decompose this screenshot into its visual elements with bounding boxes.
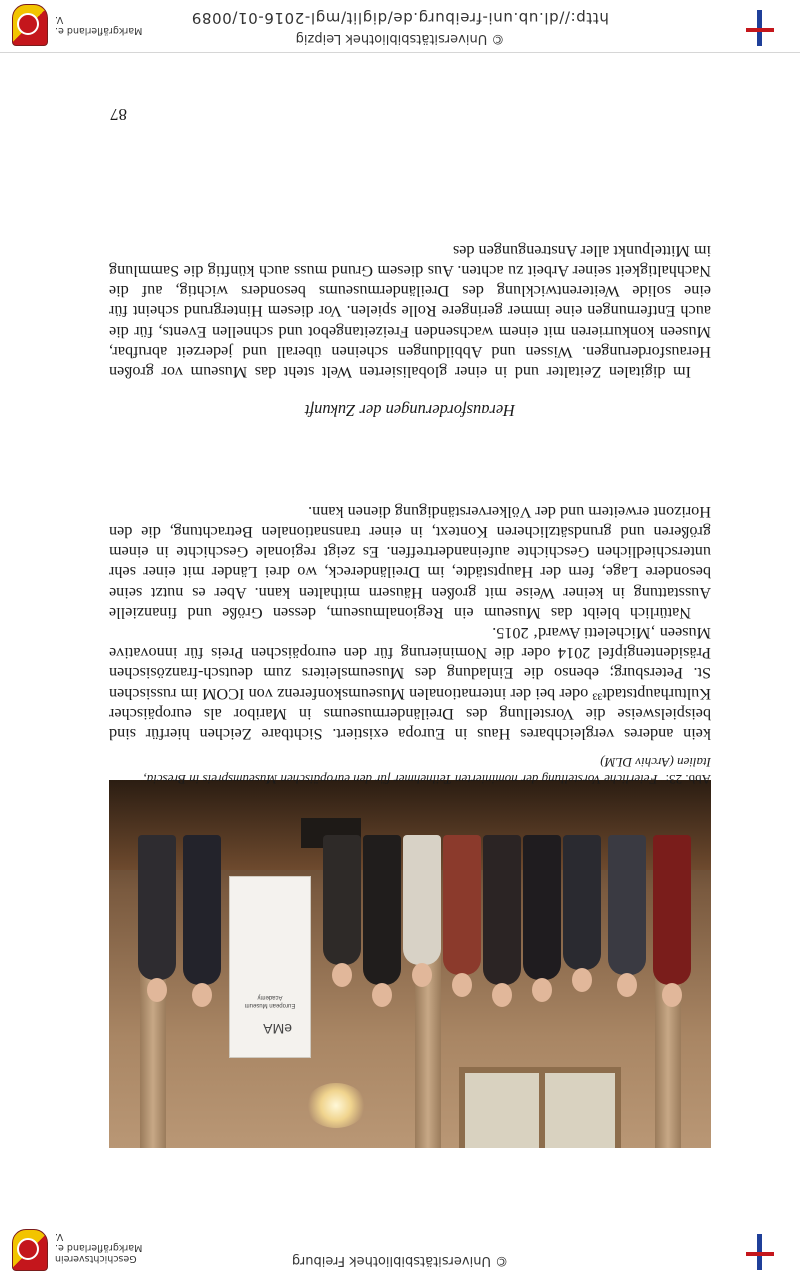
photo-banner: [229, 876, 311, 1058]
society-name-line1: Geschichtsverein: [55, 1253, 137, 1264]
photo-person: [483, 835, 521, 985]
photo-person: [563, 835, 601, 970]
library-logo-icon: [740, 6, 780, 46]
figure-caption: [109, 754, 711, 788]
photo-person: [608, 835, 646, 975]
body-text-block: [109, 241, 711, 382]
event-photo: [109, 780, 711, 1148]
photo-person: [323, 835, 361, 965]
figure-label: Abb. 23:: [665, 772, 711, 787]
page-number: 87: [110, 105, 127, 124]
library-logo-icon: [740, 1230, 780, 1270]
photo-window: [459, 1067, 621, 1148]
coat-of-arms-icon: [12, 4, 48, 46]
photo-person: [363, 835, 401, 985]
photo-person: [403, 835, 441, 965]
society-name-line2: Markgräflerland e. V.: [55, 1231, 143, 1253]
paragraph: kein anderes vergleichbares Haus in Europa existiert. Sichtbare Zeichen hierfür sind beispielsweise die Vorstellung des Dreiländermuseums in Maribor als europäischer Kulturhauptstadt³³ oder bei der internationalen Museumskonferenz von ICOM im russischen St. Petersburg; ebenso die Einladung des Museumsleiters zum deutsch-französischen Präsidentengipfel 2014 oder die Nominierung für den europäischen Preis für innovative Museen ‚Micheletti Award‘ 2015.: [109, 623, 711, 743]
banner-logo: eMA: [263, 1021, 292, 1037]
society-name: [55, 1231, 150, 1264]
photo-person: [443, 835, 481, 975]
viewer-footer-bar: [0, 0, 800, 53]
permalink-url[interactable]: http://dl.ub.uni-freiburg.de/diglit/mgl-2016-01/0089: [191, 9, 609, 27]
figure-caption-text: Feierliche Vorstellung der nominierten Teilnehmer für den europäischen Museumspreis in Brescia, Italien (Archiv DLM): [143, 755, 711, 787]
body-text-block: [109, 502, 711, 744]
photo-person: [653, 835, 691, 985]
paragraph: Im digitalen Zeitalter und in einer globalisierten Welt steht das Museum vor großen Herausforderungen. Wissen und Abbildungen scheinen überall und jederzeit abrufbar, Museen konkurrieren mit einem wachsenden Freizeitangebot und schnellen Events, für die auch Entfernungen eine immer geringere Rolle spielen. Vor diesem Hintergrund scheint für eine solide Weiterentwicklung des Dreiländermuseums besonders wichtig, auf die Nachhaltigkeit seiner Arbeit zu achten. Aus diesem Grund muss auch künftig die Sammlung im Mittelpunkt aller Anstrengungen des: [109, 241, 711, 381]
photo-chandelier: [306, 1083, 366, 1128]
photo-person: [523, 835, 561, 980]
section-heading: Herausforderungen der Zukunft: [304, 401, 516, 420]
copyright-notice: © Universitätsbibliothek Freiburg: [291, 1253, 509, 1268]
photo-person: [138, 835, 176, 980]
banner-text: European Museum Academy: [244, 994, 296, 1008]
document-page: [0, 52, 800, 1228]
paragraph: Natürlich bleibt das Museum ein Regionalmuseum, dessen Größe und finanzielle Ausstattung in keiner Weise mit großen Häusern mithalten kann. Aber es nutzt seine besondere Lage, fern der Hauptstädte, im Dreiländereck, wo drei Länder mit einer sehr unterschiedlichen Geschichte aufeinandertreffen. Es zeigt regionale Geschichte in einem größeren und grundsätzlicheren Kontext, in einer transnationalen Betrachtung, die den Horizont erweitern und der Völkerverständigung dienen kann.: [109, 502, 711, 622]
photo-person: [183, 835, 221, 985]
viewer-header-bar: [0, 1227, 800, 1274]
coat-of-arms-icon: [12, 1229, 48, 1271]
copyright-notice: © Universitätsbibliothek Leipzig: [295, 31, 505, 46]
partner-name: Markgräflerland e. V.: [55, 14, 143, 36]
